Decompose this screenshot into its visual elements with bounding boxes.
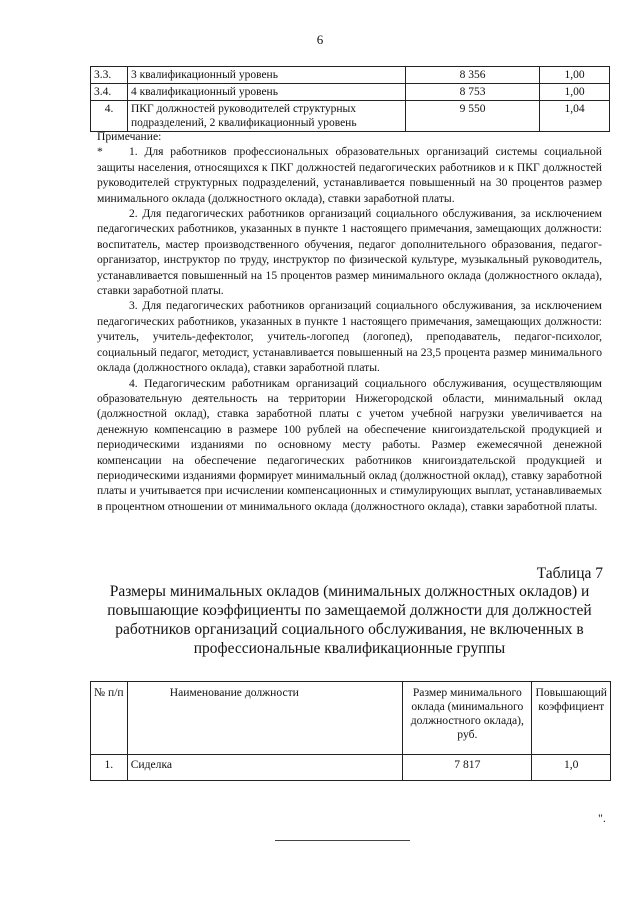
position-name: 4 квалификационный уровень bbox=[128, 84, 406, 101]
salary-table-7 bbox=[90, 681, 611, 781]
header-number: № п/п bbox=[91, 682, 128, 755]
notes-label: Примечание: bbox=[97, 130, 162, 143]
note-paragraph-3: 3. Для педагогических работников организаций социального обслуживания, за исключением педагогических работников, указанных в пункте 1 настоящего примечания, замещающих должности: учитель, учитель-дефектолог, учитель-логопед (логопед), преподаватель, педагог-психолог, социальный педагог, методист, устанавливается повышенный на 23,5 процента размер минимального оклада (должностного оклада), ставки заработной платы. bbox=[97, 299, 602, 375]
notes-section bbox=[97, 129, 602, 514]
note-text: 1. Для работников профессиональных образовательных организаций системы социальной защиты населения, относящихся к ПКГ должностей педагогических работников и к ПКГ должностей руководителей структурных подразделений, устанавливается повышенный на 30 процентов размер минимального оклада (должностного оклада), ставки заработной платы. bbox=[97, 145, 602, 205]
closing-quote: ". bbox=[598, 811, 606, 825]
salary-value: 7 817 bbox=[403, 755, 532, 781]
coefficient-value: 1,04 bbox=[540, 101, 610, 132]
coefficient-value: 1,00 bbox=[540, 67, 610, 84]
row-number: 3.3. bbox=[91, 67, 128, 84]
row-number: 4. bbox=[91, 101, 128, 132]
salary-value: 8 753 bbox=[406, 84, 540, 101]
footnote-star: * bbox=[97, 145, 103, 159]
header-position-name: Наименование должности bbox=[127, 682, 403, 755]
position-name: Сиделка bbox=[127, 755, 403, 781]
table-row bbox=[91, 755, 611, 781]
table-header-row bbox=[91, 682, 611, 755]
table-row bbox=[91, 101, 610, 132]
header-coefficient: Повышающий коэффициент bbox=[532, 682, 611, 755]
footer-divider bbox=[275, 840, 410, 841]
coefficient-value: 1,0 bbox=[532, 755, 611, 781]
page-number: 6 bbox=[316, 32, 324, 47]
position-name: ПКГ должностей руководителей структурных подразделений, 2 квалификационный уровень bbox=[128, 101, 406, 132]
table-row bbox=[91, 84, 610, 101]
header-salary: Размер минимального оклада (минимального должностного оклада), руб. bbox=[403, 682, 532, 755]
row-number: 1. bbox=[91, 755, 128, 781]
coefficient-value: 1,00 bbox=[540, 84, 610, 101]
row-number: 3.4. bbox=[91, 84, 128, 101]
salary-value: 8 356 bbox=[406, 67, 540, 84]
salary-table-continuation bbox=[90, 66, 610, 132]
table-row bbox=[91, 67, 610, 84]
note-paragraph-1 bbox=[97, 144, 602, 206]
salary-value: 9 550 bbox=[406, 101, 540, 132]
table-label: Таблица 7 bbox=[536, 565, 603, 582]
position-name: 3 квалификационный уровень bbox=[128, 67, 406, 84]
note-paragraph-4: 4. Педагогическим работникам организаций социального обслуживания, осуществляющим образовательную деятельность на территории Нижегородской области, минимальный оклад (должностной оклад), ставка заработной платы с учетом учебной нагрузки увеличивается на денежную компенсацию в размере 100 рублей на обеспечение книгоиздательской продукцией и периодическими изданиями по основному месту работы. Размер ежемесячной денежной компенсации на обеспечение педагогических работников книгоиздательской продукцией и периодическими изданиями формирует минимальный оклад (должностной оклад), ставку заработной платы и учитывается при исчислении компенсационных и стимулирующих выплат, устанавливаемых в процентном отношении от минимального оклада (должностного оклада), ставки заработной платы. bbox=[97, 376, 602, 513]
table-title: Размеры минимальных окладов (минимальных должностных окладов) и повышающие коэффициенты по замещаемой должности для должностей работников организаций социального обслуживания, не включенных в профессиональные квалификационные группы bbox=[107, 583, 592, 657]
note-paragraph-2: 2. Для педагогических работников организаций социального обслуживания, за исключением педагогических работников, указанных в пункте 1 настоящего примечания, замещающих должности: воспитатель, мастер производственного обучения, педагог дополнительного образования, педагог-организатор, инструктор по труду, инструктор по физической культуре, музыкальный руководитель, устанавливается повышенный на 15 процентов размер минимального оклада (должностного оклада), ставки заработной платы. bbox=[97, 207, 602, 298]
